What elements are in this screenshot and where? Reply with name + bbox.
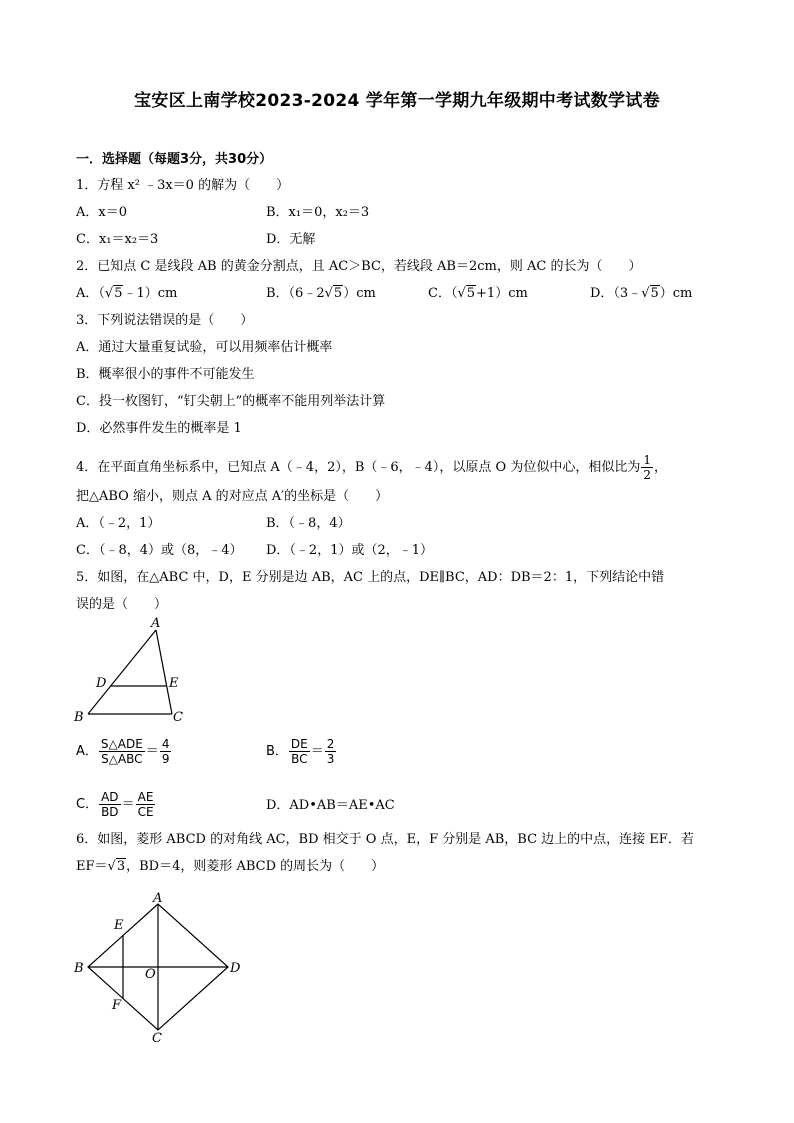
q5-option-a xyxy=(76,737,172,766)
q5-c-den: BD xyxy=(101,805,119,819)
q2-c-radicand: 5 xyxy=(466,286,476,301)
q2-b-post: ）cm xyxy=(343,286,376,301)
q2-d-radicand: 5 xyxy=(650,286,659,301)
q2-option-d: D．（3﹣√5）cm xyxy=(590,286,693,301)
q5-c-fraction xyxy=(99,790,120,819)
q5-option-d: D．AD•AB＝AE•AC xyxy=(266,798,395,813)
q5-b-num: DE xyxy=(290,737,308,751)
q5-a-fraction xyxy=(99,737,145,766)
q4-ratio-denominator: 2 xyxy=(643,468,651,482)
q5-b-eq: ＝ xyxy=(310,744,324,759)
q5-c-num: AD xyxy=(101,790,119,804)
q2-stem: 2．已知点 C 是线段 AB 的黄金分割点，且 AC＞BC，若线段 AB＝2cm，则 AC 的长为（ ） xyxy=(76,259,642,274)
q1-option-c: C．x₁＝x₂＝3 xyxy=(76,232,159,247)
q5-a-value-den: 9 xyxy=(161,752,170,766)
q4-option-b: B．（﹣8，4） xyxy=(266,516,351,531)
q2-b-pre: B．（6﹣2 xyxy=(266,286,325,301)
q4-stem-end: ， xyxy=(654,460,668,475)
q5-c-value-den: CE xyxy=(137,805,154,819)
q5-triangle-figure xyxy=(70,612,200,727)
q5-a-den: S△ABC xyxy=(101,752,143,766)
q2-a-radicand: 5 xyxy=(114,286,123,301)
q2-c-pre: C．（ xyxy=(428,286,458,301)
q6-radicand: 3 xyxy=(116,859,126,874)
q5-c-value-num: AE xyxy=(137,790,154,804)
q6-stem-post: ，BD＝4，则菱形 ABCD 的周长为（ ） xyxy=(126,859,385,874)
q2-c-post: +1）cm xyxy=(476,286,528,301)
q6-label-b: B xyxy=(74,961,84,976)
q5-b-value xyxy=(325,737,337,766)
q5-c-label: C． xyxy=(76,797,99,812)
q5-a-num: S△ADE xyxy=(100,737,143,751)
q5-b-fraction xyxy=(289,737,310,766)
q5-b-den: BC xyxy=(291,752,308,766)
q4-stem-text: 4．在平面直角坐标系中，已知点 A（﹣4，2），B（﹣6，﹣4），以原点 O 为位似中心，相似比为 xyxy=(76,460,641,475)
q3-option-a: A．通过大量重复试验，可以用频率估计概率 xyxy=(76,340,333,355)
q6-stem-line1: 6．如图，菱形 ABCD 的对角线 AC，BD 相交于 O 点，E，F 分别是 AB，BC 边上的中点，连接 EF．若 xyxy=(76,832,694,847)
q3-stem: 3．下列说法错误的是（ ） xyxy=(76,313,254,328)
q4-stem-line1 xyxy=(76,453,667,482)
q5-c-eq: ＝ xyxy=(121,797,135,812)
q2-d-pre: D．（3﹣ xyxy=(590,286,642,301)
q5-a-value-num: 4 xyxy=(161,737,170,751)
q6-label-f: F xyxy=(112,998,122,1013)
q6-stem-line2: EF＝√3，BD＝4，则菱形 ABCD 的周长为（ ） xyxy=(76,859,385,874)
q5-a-label: A． xyxy=(76,744,98,759)
q5-stem-line1: 5．如图，在△ABC 中，D，E 分别是边 AB，AC 上的点，DE∥BC，AD：DB＝2：1，下列结论中错 xyxy=(76,570,665,585)
q6-label-d: D xyxy=(230,961,241,976)
q5-label-b: B xyxy=(74,710,84,725)
q5-option-b xyxy=(266,737,337,766)
q6-rhombus-figure xyxy=(70,892,260,1047)
q1-stem: 1．方程 x² ﹣3x＝0 的解为（ ） xyxy=(76,178,290,193)
q3-option-d: D．必然事件发生的概率是 1 xyxy=(76,421,242,436)
q2-b-radicand: 5 xyxy=(333,286,343,301)
q5-b-value-den: 3 xyxy=(326,752,335,766)
q5-label-e: E xyxy=(169,676,179,691)
q3-option-c: C．投一枚图钉，“钉尖朝上”的概率不能用列举法计算 xyxy=(76,394,386,409)
q6-label-c: C xyxy=(152,1031,162,1046)
q2-option-a: A．（√5﹣1）cm xyxy=(76,286,178,301)
q5-a-value xyxy=(160,737,172,766)
q6-label-e: E xyxy=(114,918,124,933)
q5-a-eq: ＝ xyxy=(145,744,159,759)
q1-option-a: A．x＝0 xyxy=(76,205,127,220)
q6-label-o: O xyxy=(145,967,156,982)
q4-option-a: A．（﹣2，1） xyxy=(76,516,161,531)
q2-d-post: ）cm xyxy=(659,286,693,301)
q4-option-c: C．（﹣8，4）或（8，﹣4） xyxy=(76,543,243,558)
q1-option-b: B．x₁＝0，x₂＝3 xyxy=(266,205,370,220)
q3-option-b: B．概率很小的事件不可能发生 xyxy=(76,367,255,382)
section-heading: 一．选择题（每题3分，共30分） xyxy=(76,152,273,167)
q2-a-pre: A．（ xyxy=(76,286,105,301)
q4-option-d: D．（﹣2，1）或（2，﹣1） xyxy=(266,543,434,558)
q5-b-label: B． xyxy=(266,744,288,759)
q6-label-a: A xyxy=(153,892,163,906)
q4-ratio-numerator: 1 xyxy=(643,453,651,467)
q5-b-value-num: 2 xyxy=(326,737,335,751)
q5-label-c: C xyxy=(173,710,183,725)
q6-stem-pre: EF＝ xyxy=(76,859,108,874)
q5-option-c xyxy=(76,790,157,819)
q2-option-b: B．（6﹣2√5）cm xyxy=(266,286,376,301)
q2-a-post: ﹣1）cm xyxy=(123,286,178,301)
page-title: 宝安区上南学校2023-2024 学年第一学期九年级期中考试数学试卷 xyxy=(134,91,660,111)
q5-label-a: A xyxy=(151,616,161,631)
q4-stem-line2: 把△ABO 缩小，则点 A 的对应点 A′的坐标是（ ） xyxy=(76,489,389,504)
q5-stem-line2: 误的是（ ） xyxy=(76,597,168,612)
q5-c-value xyxy=(136,790,156,819)
q5-label-d: D xyxy=(96,676,107,691)
q4-ratio-fraction xyxy=(641,453,653,482)
q2-option-c: C．（√5+1）cm xyxy=(428,286,528,301)
q1-option-d: D．无解 xyxy=(266,232,316,247)
